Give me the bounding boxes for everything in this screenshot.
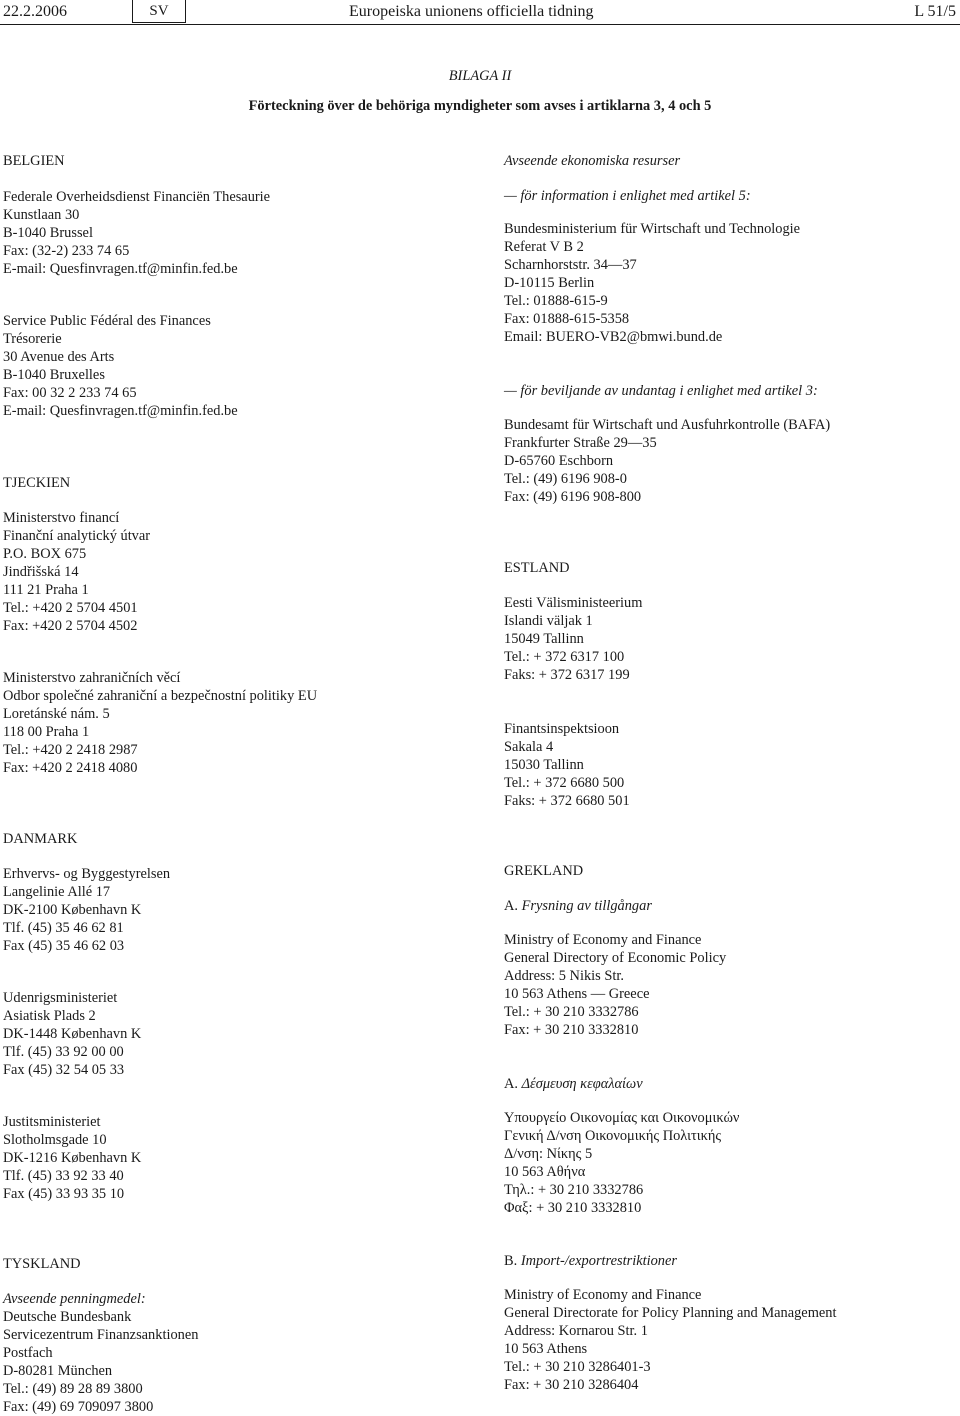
tel-line: Tlf. (45) 35 46 62 81 [3,920,124,936]
country-heading-danmark: DANMARK [3,831,78,847]
address-line: Ministerstvo financí [3,510,120,526]
annex-label: BILAGA II [448,68,512,84]
address-line: Kunstlaan 30 [3,207,80,223]
fax-line: Fax: 01888-615-5358 [504,311,630,327]
authority-block [504,931,954,1039]
address-line: Δ/νση: Νίκης 5 [504,1146,593,1162]
authority-block [504,416,954,506]
fax-line: Fax: +420 2 5704 4502 [3,618,138,634]
address-line: P.O. BOX 675 [3,546,87,562]
page-number: L 51/5 [914,3,956,20]
address-line: Υπουργείο Οικονομίας και Οικονομικών [504,1110,740,1126]
email-line: E-mail: Quesfinvragen.tf@minfin.fed.be [3,403,238,419]
tel-line: Tel.: + 30 210 3332786 [504,1004,639,1020]
authority-block [3,669,473,777]
fax-line: Fax: +420 2 2418 4080 [3,760,138,776]
section-heading-a-greek [504,1075,954,1093]
address-line: D-65760 Eschborn [504,453,614,469]
country-heading-estland: ESTLAND [504,560,570,576]
address-line: Frankfurter Straße 29—35 [504,435,657,451]
address-line: Servicezentrum Finanzsanktionen [3,1327,199,1343]
section-title: Import-/exportrestriktioner [520,1253,677,1269]
address-line: Bundesministerium für Wirtschaft und Technologie [504,221,801,237]
address-line: Eesti Välisministeerium [504,595,643,611]
left-column [3,152,473,1416]
right-column [504,152,954,1394]
section-heading-a [504,897,954,915]
tel-line: Tel.: + 372 6317 100 [504,649,625,665]
section-prefix: A. [504,1076,518,1092]
tel-line: Tel.: + 372 6680 500 [504,775,625,791]
address-line: Loretánské nám. 5 [3,706,110,722]
address-line: Service Public Fédéral des Finances [3,313,211,329]
tel-line: Tel.: +420 2 2418 2987 [3,742,138,758]
fax-line: Fax: + 30 210 3286404 [504,1377,639,1393]
authority-block [504,220,954,346]
address-line: B-1040 Bruxelles [3,367,105,383]
authority-block [3,1113,473,1203]
address-line: Postfach [3,1345,53,1361]
address-line: DK-2100 København K [3,902,142,918]
section-prefix: B. [504,1253,518,1269]
address-line: Address: 5 Nikis Str. [504,968,624,984]
fax-line: Φαξ: + 30 210 3332810 [504,1200,642,1216]
journal-title: Europeiska unionens officiella tidning [349,3,594,20]
address-line: 30 Avenue des Arts [3,349,115,365]
address-line: 111 21 Praha 1 [3,582,89,598]
address-line: Islandi väljak 1 [504,613,593,629]
fax-line: Fax: (32-2) 233 74 65 [3,243,130,259]
authority-block [3,188,473,278]
address-line: Γενική Δ/νση Οικονομικής Πολιτικής [504,1128,722,1144]
address-line: 15030 Tallinn [504,757,584,773]
section-title: Frysning av tillgångar [521,898,652,914]
address-line: D-10115 Berlin [504,275,595,291]
address-line: DK-1448 København K [3,1026,142,1042]
address-line: Erhvervs- og Byggestyrelsen [3,866,171,882]
tel-line: Tel.: + 30 210 3286401-3 [504,1359,651,1375]
address-line: Justitsministeriet [3,1114,101,1130]
sub-heading: Avseende penningmedel: [3,1291,146,1307]
address-line: Finantsinspektsioon [504,721,620,737]
fax-line: Fax: 00 32 2 233 74 65 [3,385,137,401]
address-line: Odbor společné zahraniční a bezpečnostní politiky EU [3,688,318,704]
fax-line: Fax (45) 35 46 62 03 [3,938,125,954]
authority-block [504,594,954,684]
address-line: 10 563 Αθήνα [504,1164,586,1180]
fax-line: Faks: + 372 6680 501 [504,793,630,809]
authority-block [3,989,473,1079]
address-line: 10 563 Athens — Greece [504,986,650,1002]
page-header [0,0,960,26]
authority-block [504,720,954,810]
section-heading-b [504,1252,954,1270]
address-line: Finanční analytický útvar [3,528,151,544]
tel-line: Tel.: (49) 6196 908-0 [504,471,627,487]
tel-line: Tlf. (45) 33 92 00 00 [3,1044,124,1060]
fax-line: Fax: (49) 6196 908-800 [504,489,642,505]
address-line: Slotholmsgade 10 [3,1132,107,1148]
fax-line: Fax (45) 32 54 05 33 [3,1062,125,1078]
country-heading-tjeckien: TJECKIEN [3,475,71,491]
issue-date: 22.2.2006 [3,3,67,20]
authority-block [504,1286,954,1394]
address-line: Ministerstvo zahraničních věcí [3,670,181,686]
fax-line: Fax: + 30 210 3332810 [504,1022,639,1038]
fax-line: Fax (45) 33 93 35 10 [3,1186,125,1202]
fax-line: Fax: (49) 69 709097 3800 [3,1399,154,1415]
document-title: Förteckning över de behöriga myndigheter som avses i artiklarna 3, 4 och 5 [248,98,712,114]
email-line: E-mail: Quesfinvragen.tf@minfin.fed.be [3,261,238,277]
address-line: 15049 Tallinn [504,631,584,647]
address-line: General Directory of Economic Policy [504,950,727,966]
section-title: Δέσμευση κεφαλαίων [521,1076,643,1092]
authority-block [3,1308,473,1416]
tel-line: Tel.: (49) 89 28 89 3800 [3,1381,143,1397]
authority-block [3,509,473,635]
address-line: Ministry of Economy and Finance [504,1287,702,1303]
address-line: Scharnhorststr. 34—37 [504,257,637,273]
fax-line: Faks: + 372 6317 199 [504,667,630,683]
address-line: B-1040 Brussel [3,225,93,241]
sub-heading: — för beviljande av undantag i enlighet med artikel 3: [504,383,818,399]
address-line: Referat V B 2 [504,239,584,255]
tel-line: Tlf. (45) 33 92 33 40 [3,1168,124,1184]
country-heading-grekland: GREKLAND [504,863,584,879]
section-prefix: A. [504,898,518,914]
address-line: General Directorate for Policy Planning and Management [504,1305,837,1321]
address-line: Federale Overheidsdienst Financiën Thesaurie [3,189,271,205]
authority-block [3,865,473,955]
address-line: Ministry of Economy and Finance [504,932,702,948]
language-badge: SV [132,0,186,23]
address-line: Langelinie Allé 17 [3,884,111,900]
address-line: Trésorerie [3,331,62,347]
address-line: Bundesamt für Wirtschaft und Ausfuhrkontrolle (BAFA) [504,417,831,433]
country-heading-tyskland: TYSKLAND [3,1256,81,1272]
address-line: 10 563 Athens [504,1341,588,1357]
email-line: Email: BUERO-VB2@bmwi.bund.de [504,329,723,345]
address-line: DK-1216 København K [3,1150,142,1166]
authority-block [3,312,473,420]
sub-heading: Avseende ekonomiska resurser [504,153,681,169]
header-rule [0,24,960,25]
address-line: Asiatisk Plads 2 [3,1008,96,1024]
address-line: 118 00 Praha 1 [3,724,90,740]
authority-block [504,1109,954,1217]
tel-line: Τηλ.: + 30 210 3332786 [504,1182,644,1198]
address-line: Deutsche Bundesbank [3,1309,132,1325]
country-heading-belgien: BELGIEN [3,153,65,169]
tel-line: Tel.: 01888-615-9 [504,293,608,309]
sub-heading: — för information i enlighet med artikel 5: [504,188,751,204]
address-line: Sakala 4 [504,739,554,755]
address-line: Jindřišská 14 [3,564,79,580]
address-line: Udenrigsministeriet [3,990,118,1006]
address-line: Address: Kornarou Str. 1 [504,1323,648,1339]
address-line: D-80281 München [3,1363,113,1379]
tel-line: Tel.: +420 2 5704 4501 [3,600,138,616]
